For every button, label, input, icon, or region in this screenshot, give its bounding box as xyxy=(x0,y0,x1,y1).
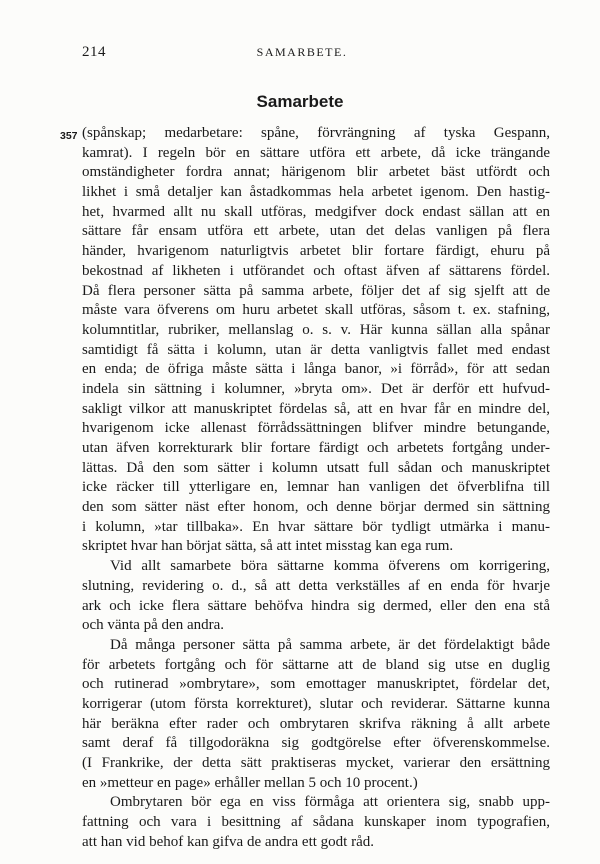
text-line: måste vara öfverens om huru arbetet skall utföras, såsom t. ex. stafning, xyxy=(82,302,550,319)
text-line: slutning, revidering o. d., så att detta verkställes af en enda för hvarje xyxy=(82,577,550,594)
text-line: och vänta på den andra. xyxy=(82,617,225,634)
text-line: sättare får ensam utföra ett arbete, utan det delas vanligen på flera xyxy=(82,223,550,240)
text-line: (spånskap; medarbetare: spåne, förvrängning af tyska Gespann, xyxy=(82,125,550,141)
text-line: samtidigt få sätta i kolumn, utan är detta vanligtvis fallet med endast xyxy=(82,341,550,358)
text-line: fattning och vara i besittning af sådana kunskaper inom typografien, xyxy=(82,814,550,831)
section-heading: Samarbete xyxy=(256,92,344,111)
text-line: Ombrytaren bör ega en viss förmåga att orientera sig, snabb upp- xyxy=(110,794,550,811)
page-number: 214 xyxy=(82,44,106,60)
text-line: här beräkna efter rader och ombrytaren skrifva räkning å allt arbete xyxy=(82,715,550,732)
text-line: samt deraf få tillgodoräkna sig godtgörelse efter öfverenskommelse. xyxy=(82,735,550,752)
text-line: (I Frankrike, der detta sätt praktiseras mycket, varierar den ersättning xyxy=(82,755,550,771)
text-line: omständigheter fordra annat; härigenom blir arbetet bäst utfördt och xyxy=(82,164,550,181)
text-line: icke räcker till ytterligare en, lemnar han vanligen det öfverblifna till xyxy=(82,479,550,496)
text-line: kolumntitlar, rubriker, mellanslag o. s. v. Här kunna sällan alla spånar xyxy=(82,321,550,338)
text-line: skriptet hvar han börjat sätta, så att intet misstag kan ega rum. xyxy=(82,538,454,555)
text-line: utan äfven korrekturark blir fortare färdigt och arbetets fortgång under- xyxy=(82,440,550,456)
text-line: Då många personer sätta på samma arbete, är det fördelaktigt både xyxy=(110,636,550,653)
body-text xyxy=(60,124,550,852)
text-line: en enda; de öfriga måste sätta i långa banor, »i förråd», för att sedan xyxy=(82,361,550,378)
text-line: hvarigenom icke allenast förrådssättningen blifver mindre betungande, xyxy=(82,420,550,437)
text-line: att han vid behof kan gifva de andra ett godt råd. xyxy=(82,833,374,850)
entry-number: 357 xyxy=(60,130,78,142)
text-line: bekostnad af likheten i utförandet och oftast äfven af sättarens fördel. xyxy=(82,262,550,279)
text-line: den som sätter näst efter honom, och denne börjar dermed sin sättning xyxy=(82,499,550,516)
text-line: likhet i små detaljer kan åstadkommas hela arbetet igenom. Den hastig- xyxy=(82,184,550,201)
text-line: händer, hvarigenom naturligtvis arbetet blir fortare färdigt, ehuru på xyxy=(82,243,550,260)
text-line: Vid allt samarbete böra sättarne komma öfverens om korrigering, xyxy=(110,558,550,575)
text-line: lättas. Då den som sätter i kolumn utsatt full sådan och manuskriptet xyxy=(82,459,550,476)
text-line: en »metteur en page» erhåller mellan 5 och 10 procent.) xyxy=(82,774,418,791)
text-line: och rutinerad »ombrytare», som emottager manuskriptet, fördelar det, xyxy=(82,676,550,693)
text-line: ark och icke flera sättare behöfva hindra sig dermed, eller den ena stå xyxy=(82,597,550,614)
text-line: indela sin sättning i kolumner, »bryta om». Det är derför ett hufvud- xyxy=(82,380,550,397)
text-line: Då flera personer sätta på samma arbete, följer det af sig sjelft att de xyxy=(82,282,550,299)
text-line: för arbetets fortgång och för sättarne att de bland sig utse en duglig xyxy=(82,656,550,673)
running-title: SAMARBETE. xyxy=(256,45,348,59)
running-head xyxy=(82,44,522,64)
text-line: sakligt vilkor att manuskriptet fördelas så, att en hvar får en mindre del, xyxy=(82,400,550,417)
text-line: korrigerar (utom första korrekturet), slutar och reviderar. Sättarne kunna xyxy=(82,695,550,712)
text-line: kamrat). I regeln bör en sättare utföra ett arbete, då icke trängande xyxy=(82,144,550,161)
text-line: het, hvarmed allt nu skall utföras, medgifver dock endast sällan att en xyxy=(82,203,550,220)
text-line: i kolumn, »tar tillbaka». En hvar sättare bör tydligt utmärka i manu- xyxy=(82,518,550,535)
